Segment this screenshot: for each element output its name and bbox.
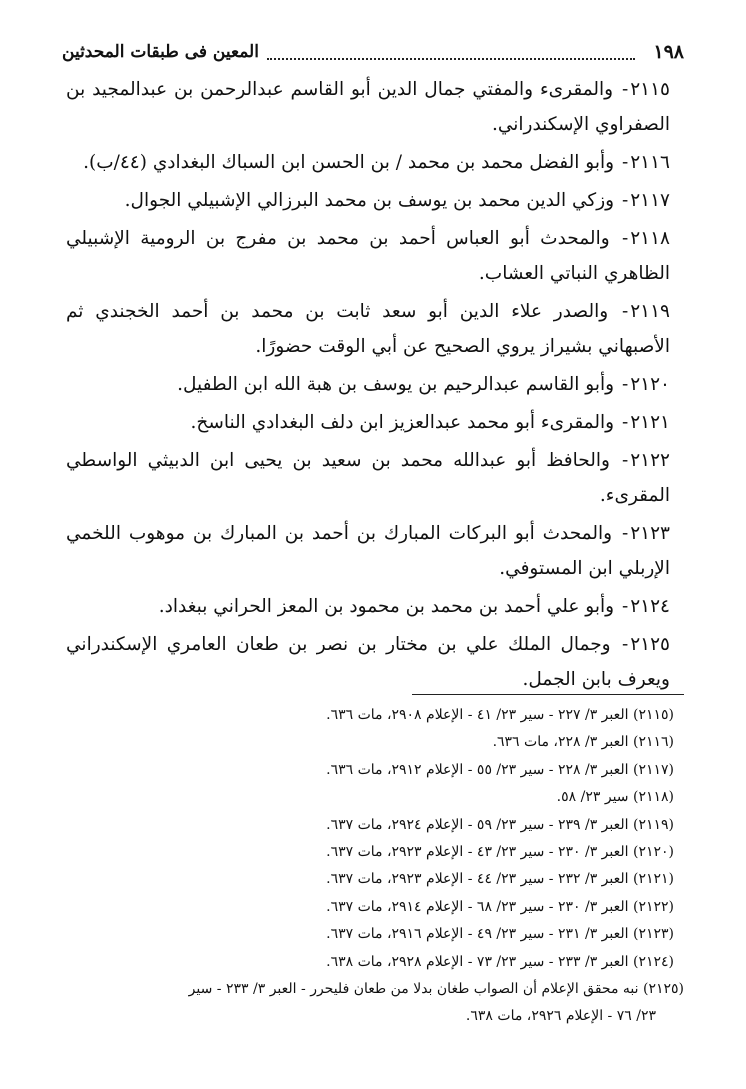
footnote-number: (٢١٢١) <box>632 871 674 888</box>
footnotes <box>62 702 684 1031</box>
running-title: المعين فى طبقات المحدثين <box>62 42 259 62</box>
footnote-number: (٢١١٧) <box>632 761 674 778</box>
footnote-2115 <box>62 702 684 729</box>
entry-number: ٢١١٦ <box>630 152 670 173</box>
entry-2123: ٢١٢٣- والمحدث أبو البركات المبارك بن أحمد بن المبارك بن موهوب اللخمي الإربلي ابن المستوفي. <box>66 523 670 579</box>
footnote-number: (٢١١٩) <box>632 816 674 833</box>
footnote-number: (٢١٢٤) <box>632 953 674 970</box>
footnote-number: (٢١٢٠) <box>632 844 674 861</box>
footnote-text-line2: ٢٣/ ٧٦ - الإعلام ٢٩٢٦، مات ٦٣٨. <box>465 1008 656 1025</box>
entry-2117: ٢١١٧- وزكي الدين محمد بن يوسف بن محمد البرزالي الإشبيلي الجوال. <box>124 190 670 211</box>
entry-number: ٢١١٩ <box>630 301 670 322</box>
entry-text: وأبو علي أحمد بن محمد بن محمود بن المعز الحراني ببغداد. <box>158 596 615 617</box>
footnote-2119 <box>62 812 684 839</box>
footnote-text-line1: نبه محقق الإعلام أن الصواب طغان بدلا من طعان فليحرر - العبر ٣/ ٢٣٣ - سير <box>188 981 639 998</box>
entry-2122: ٢١٢٢- والحافظ أبو عبدالله محمد بن سعيد بن يحيى ابن الدبيثي الواسطي المقرىء. <box>66 450 670 506</box>
footnote-2117 <box>62 757 684 784</box>
footnote-text: العبر ٣/ ٢٢٨ - سير ٢٣/ ٥٥ - الإعلام ٢٩١٢، مات ٦٣٦. <box>326 761 629 778</box>
page-number: ١٩٨ <box>653 41 684 63</box>
footnote-text: العبر ٣/ ٢٣٩ - سير ٢٣/ ٥٩ - الإعلام ٢٩٢٤، مات ٦٣٧. <box>326 816 629 833</box>
footnote-text: العبر ٣/ ٢٢٨، مات ٦٣٦. <box>492 734 629 751</box>
footnote-text: العبر ٣/ ٢٣٠ - سير ٢٣/ ٦٨ - الإعلام ٢٩١٤، مات ٦٣٧. <box>326 898 629 915</box>
footnote-number: (٢١١٨) <box>632 789 674 806</box>
entry-number: ٢١٢٥ <box>630 634 670 655</box>
footnote-2118 <box>62 784 684 811</box>
entry-number: ٢١١٥ <box>630 79 670 100</box>
entry-2119: ٢١١٩- والصدر علاء الدين أبو سعد ثابت بن محمد بن أحمد الخجندي ثم الأصبهاني بشيراز يروي الصحيح عن أبي الوقت حضورًا. <box>66 301 670 357</box>
entry-number: ٢١٢٤ <box>630 596 670 617</box>
footnote-text: العبر ٣/ ٢٣٣ - سير ٢٣/ ٧٣ - الإعلام ٢٩٢٨، مات ٦٣٨. <box>326 953 629 970</box>
footnote-2122 <box>62 894 684 921</box>
entry-2115: ٢١١٥- والمقرىء والمفتي جمال الدين أبو القاسم عبدالرحمن بن عبدالمجيد بن الصفراوي الإسكندراني. <box>66 79 670 135</box>
main-text <box>66 72 670 700</box>
entry-2120: ٢١٢٠- وأبو القاسم عبدالرحيم بن يوسف بن هبة الله ابن الطفيل. <box>177 374 670 395</box>
footnote-separator-rule <box>412 694 684 695</box>
entry-text: والصدر علاء الدين أبو سعد ثابت بن محمد بن أحمد الخجندي ثم الأصبهاني بشيراز يروي الصحيح عن أبي الوقت حضورًا. <box>66 301 670 357</box>
entry-text: والمقرىء والمفتي جمال الدين أبو القاسم عبدالرحمن بن عبدالمجيد بن الصفراوي الإسكندراني. <box>66 79 670 135</box>
footnote-2123 <box>62 921 684 948</box>
footnote-2120 <box>62 839 684 866</box>
entry-text: والحافظ أبو عبدالله محمد بن سعيد بن يحيى ابن الدبيثي الواسطي المقرىء. <box>66 450 670 506</box>
entry-number: ٢١١٨ <box>630 228 670 249</box>
entry-2124: ٢١٢٤- وأبو علي أحمد بن محمد بن محمود بن المعز الحراني ببغداد. <box>158 596 670 617</box>
footnote-text: العبر ٣/ ٢٣٢ - سير ٢٣/ ٤٤ - الإعلام ٢٩٢٣، مات ٦٣٧. <box>326 871 629 888</box>
entry-number: ٢١٢٢ <box>630 450 670 471</box>
entry-text: وأبو الفضل محمد بن محمد / بن الحسن ابن السباك البغدادي (٤٤/ب). <box>83 152 615 173</box>
footnote-2125 <box>62 976 684 1031</box>
header-dotted-leader <box>267 56 635 60</box>
entry-2116: ٢١١٦- وأبو الفضل محمد بن محمد / بن الحسن ابن السباك البغدادي (٤٤/ب). <box>83 152 670 173</box>
footnote-2121 <box>62 866 684 893</box>
entry-number: ٢١٢٠ <box>630 374 670 395</box>
footnote-text: سير ٢٣/ ٥٨. <box>556 789 629 806</box>
footnote-2124 <box>62 949 684 976</box>
entry-2121: ٢١٢١- والمقرىء أبو محمد عبدالعزيز ابن دلف البغدادي الناسخ. <box>190 412 670 433</box>
entry-text: وزكي الدين محمد بن يوسف بن محمد البرزالي الإشبيلي الجوال. <box>124 190 615 211</box>
footnote-number: (٢١٢٥) <box>642 981 684 998</box>
footnote-number: (٢١١٦) <box>632 734 674 751</box>
entry-text: والمحدث أبو البركات المبارك بن أحمد بن المبارك بن موهوب اللخمي الإربلي ابن المستوفي. <box>66 523 670 579</box>
entry-number: ٢١٢٣ <box>630 523 670 544</box>
footnote-text: العبر ٣/ ٢٣٠ - سير ٢٣/ ٤٣ - الإعلام ٢٩٢٣، مات ٦٣٧. <box>326 844 629 861</box>
entry-number: ٢١٢١ <box>630 412 670 433</box>
footnote-number: (٢١٢٢) <box>632 898 674 915</box>
footnote-number: (٢١٢٣) <box>632 926 674 943</box>
entry-2125: ٢١٢٥- وجمال الملك علي بن مختار بن نصر بن طعان العامري الإسكندراني ويعرف بابن الجمل. <box>66 634 670 690</box>
entry-number: ٢١١٧ <box>630 190 670 211</box>
entry-2118: ٢١١٨- والمحدث أبو العباس أحمد بن محمد بن مفرج بن الرومية الإشبيلي الظاهري النباتي العشاب. <box>66 228 670 284</box>
footnote-2116 <box>62 729 684 756</box>
page-header <box>62 40 684 64</box>
entry-text: وجمال الملك علي بن مختار بن نصر بن طعان العامري الإسكندراني ويعرف بابن الجمل. <box>66 634 670 690</box>
footnote-text: العبر ٣/ ٢٢٧ - سير ٢٣/ ٤١ - الإعلام ٢٩٠٨، مات ٦٣٦. <box>326 707 629 723</box>
footnote-number: (٢١١٥) <box>632 707 674 723</box>
entry-text: والمقرىء أبو محمد عبدالعزيز ابن دلف البغدادي الناسخ. <box>190 412 615 433</box>
entry-text: وأبو القاسم عبدالرحيم بن يوسف بن هبة الله ابن الطفيل. <box>177 374 615 395</box>
entry-text: والمحدث أبو العباس أحمد بن محمد بن مفرج بن الرومية الإشبيلي الظاهري النباتي العشاب. <box>66 228 670 284</box>
footnote-text: العبر ٣/ ٢٣١ - سير ٢٣/ ٤٩ - الإعلام ٢٩١٦، مات ٦٣٧. <box>326 926 629 943</box>
